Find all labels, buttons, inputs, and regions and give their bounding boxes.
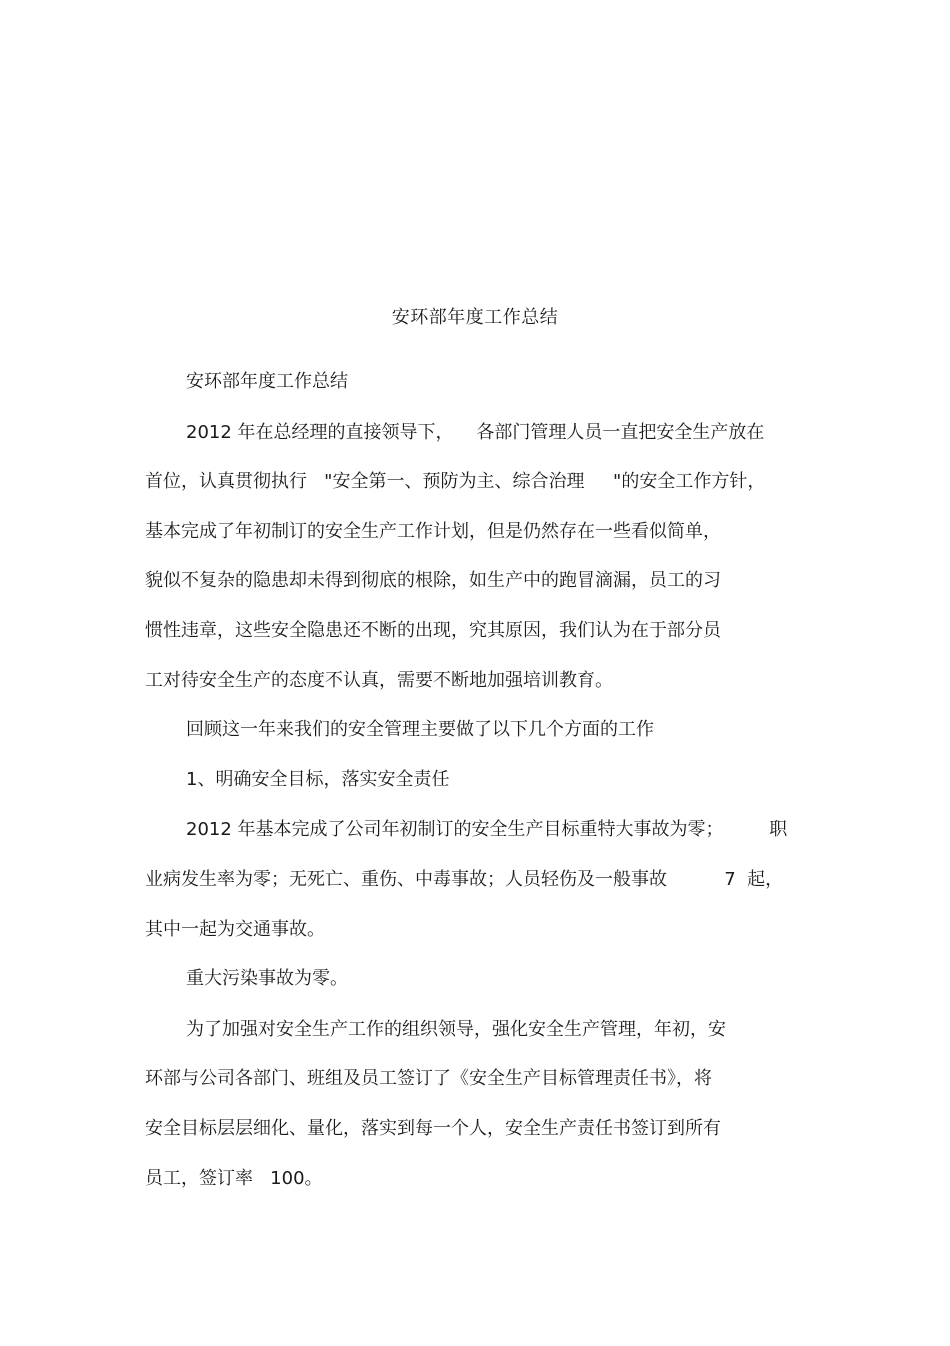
paragraph-line: 员工，签订率 100。 (145, 1168, 323, 1189)
document-title: 安环部年度工作总结 (391, 307, 559, 328)
paragraph-line: 回顾这一年来我们的安全管理主要做了以下几个方面的工作 (186, 719, 654, 740)
paragraph-line: 2012 年基本完成了公司年初制订的安全生产目标重特大事故为零； 职 (186, 819, 788, 840)
paragraph-line: 基本完成了年初制订的安全生产工作计划，但是仍然存在一些看似简单， (145, 521, 721, 542)
section-heading: 1、明确安全目标，落实安全责任 (186, 769, 450, 790)
paragraph-line: 安全目标层层细化、量化，落实到每一个人，安全生产责任书签订到所有 (145, 1118, 721, 1139)
paragraph-line: 重大污染事故为零。 (186, 968, 348, 989)
subtitle-paragraph: 安环部年度工作总结 (186, 371, 348, 392)
paragraph-line: 2012 年在总经理的直接领导下， 各部门管理人员一直把安全生产放在 (186, 422, 765, 443)
paragraph-line: 环部与公司各部门、班组及员工签订了《安全生产目标管理责任书》，将 (145, 1068, 712, 1089)
paragraph-line: 惯性违章，这些安全隐患还不断的出现，究其原因，我们认为在于部分员 (145, 620, 721, 641)
paragraph-line: 首位，认真贯彻执行 "安全第一、预防为主、综合治理 "的安全工作方针， (145, 471, 766, 492)
paragraph-line: 工对待安全生产的态度不认真，需要不断地加强培训教育。 (145, 670, 613, 691)
paragraph-line: 业病发生率为零；无死亡、重伤、中毒事故；人员轻伤及一般事故 7 起， (145, 869, 784, 890)
paragraph-line: 其中一起为交通事故。 (145, 919, 325, 940)
paragraph-line: 为了加强对安全生产工作的组织领导，强化安全生产管理，年初，安 (186, 1019, 726, 1040)
paragraph-line: 貌似不复杂的隐患却未得到彻底的根除，如生产中的跑冒滴漏，员工的习 (145, 570, 721, 591)
